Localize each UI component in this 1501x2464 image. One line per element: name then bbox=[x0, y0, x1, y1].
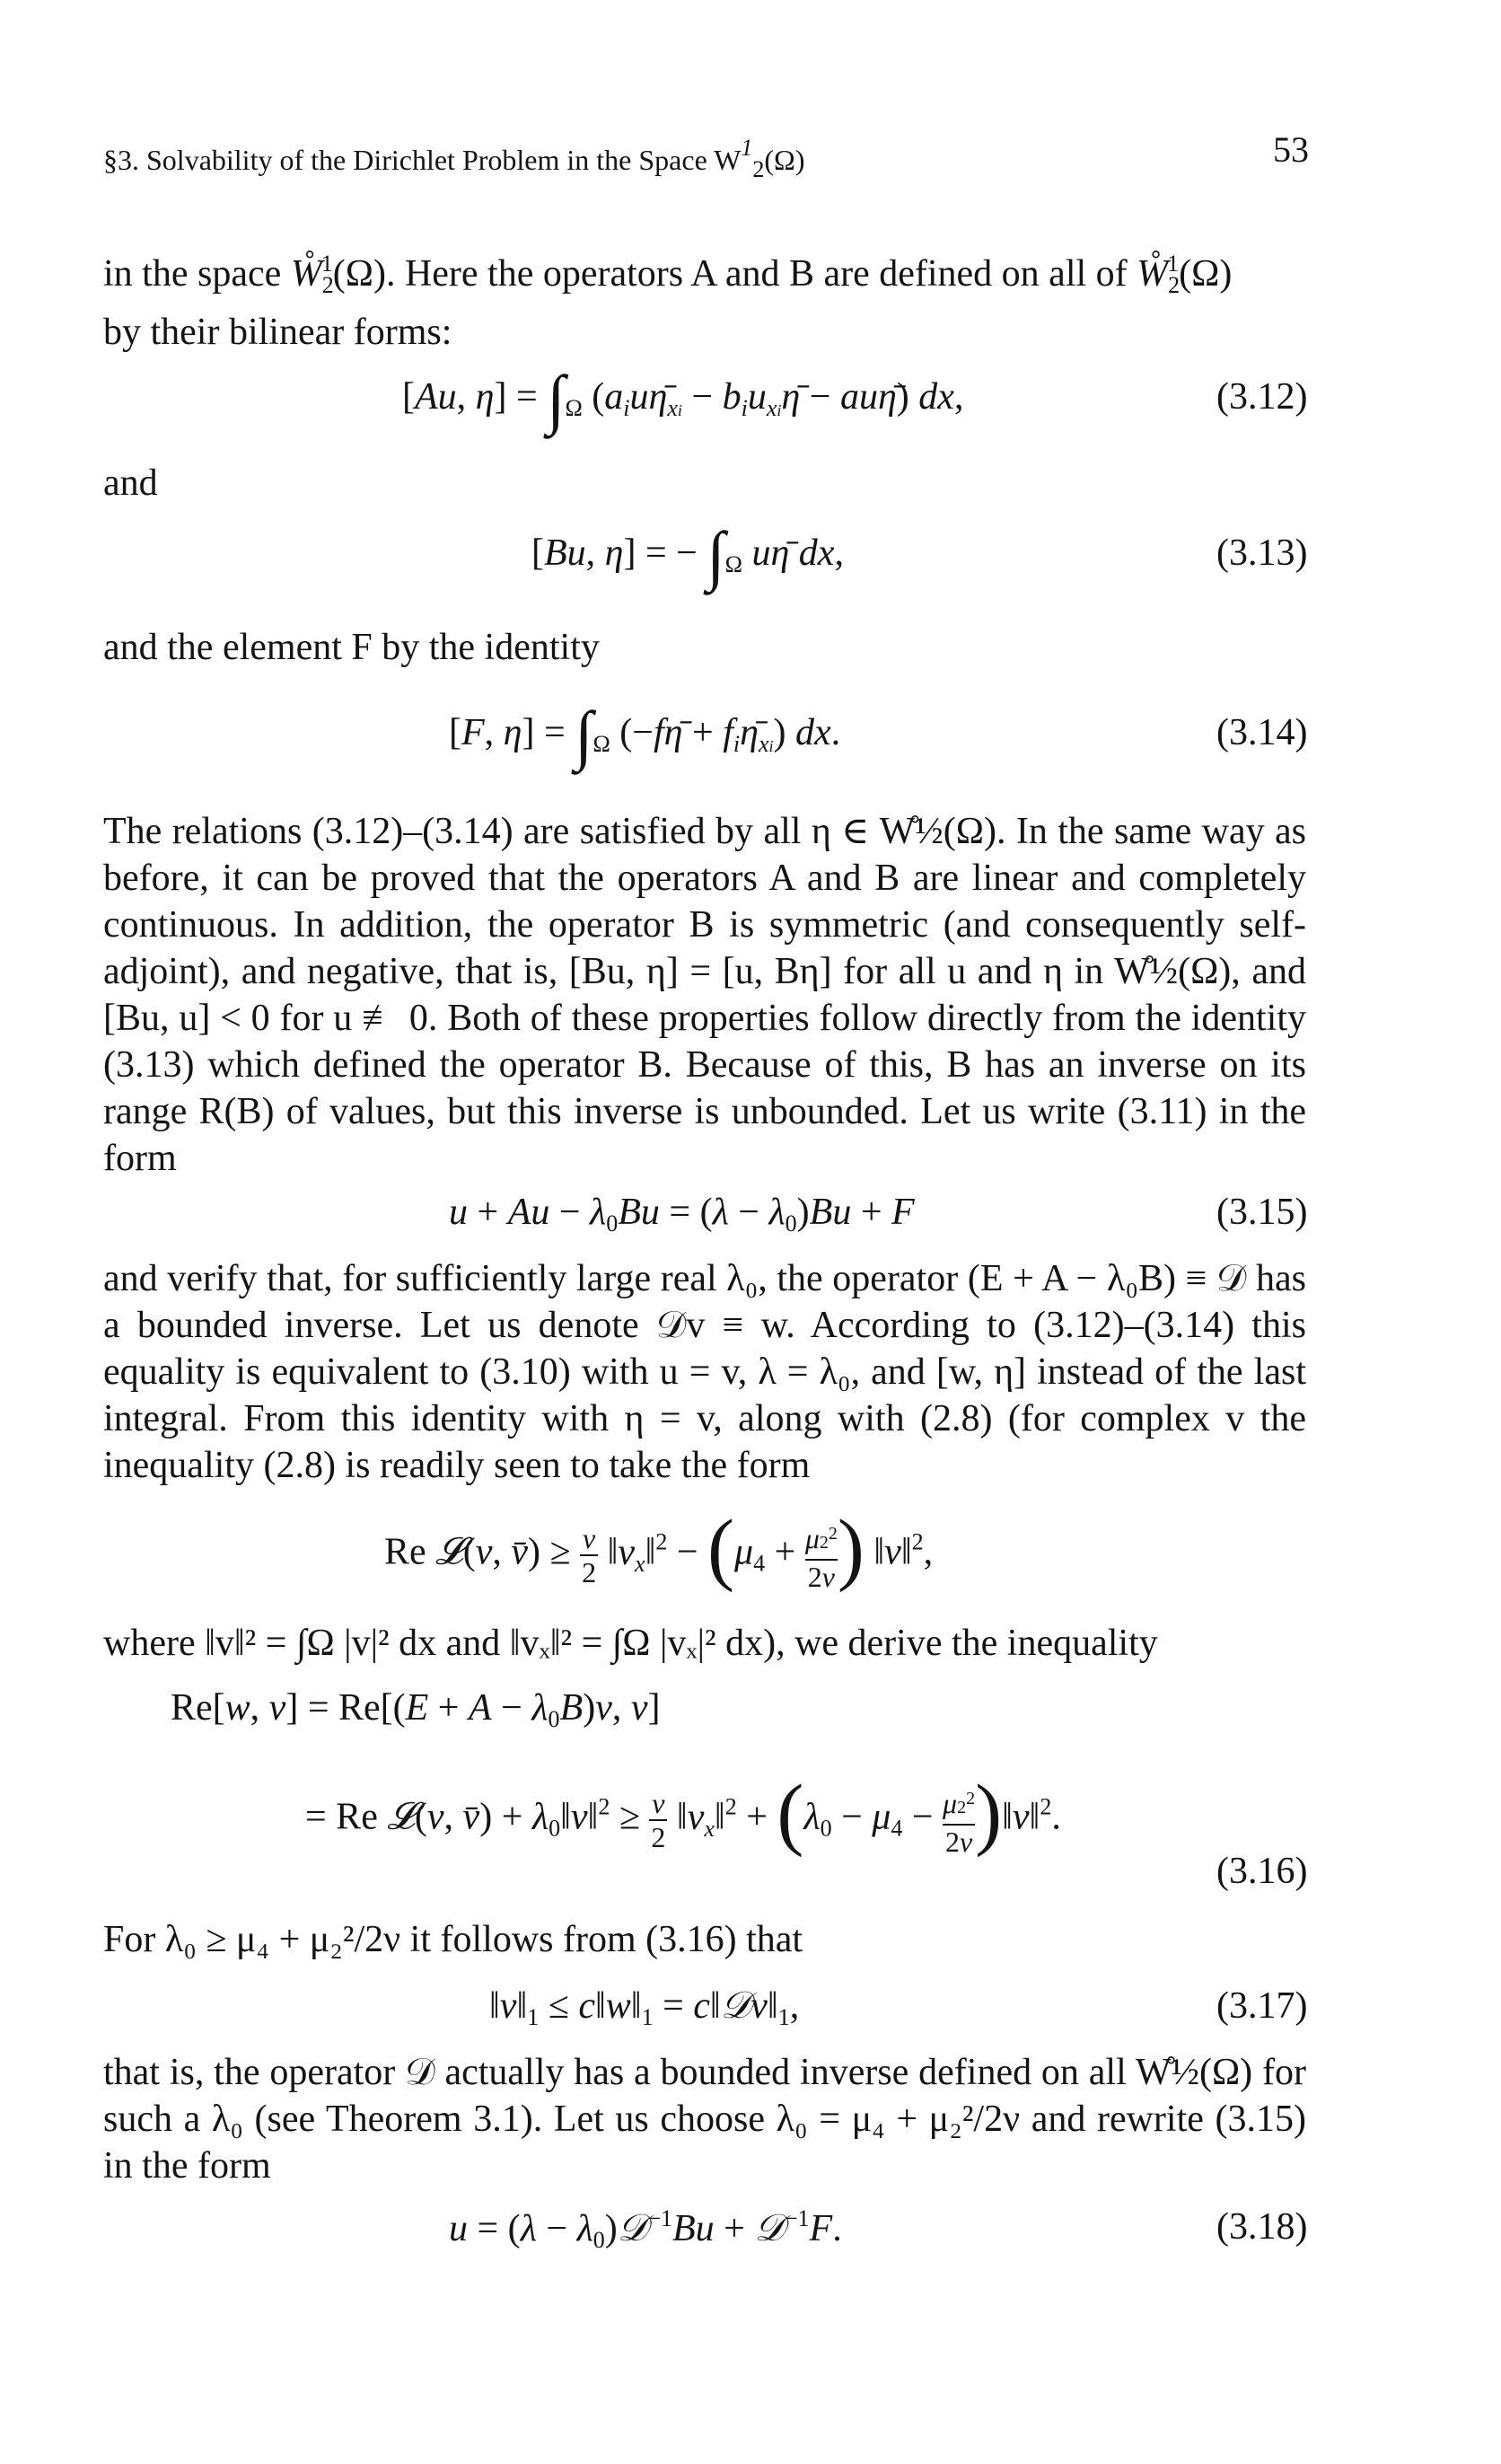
equation-3-18: $u = (\lambda - \lambda_0)𝒟^{-1}Bu$ + 𝒟$^{-1}$F. bbox=[449, 2205, 842, 2253]
equation-re-l-inequality: Re 𝓛(v, v̄) ≥ $\frac{\nu}{2}$ $‖v_x‖^2 - (\mu_4$ + $\frac{\mu 2^2}{2\nu}$ ) ‖v‖$^2$, bbox=[384, 1503, 934, 1593]
equation-3-14: [F, $\eta] = \int_\Omega$ (−fη̄ + $f_i\etā_{xi}$) dx. bbox=[449, 699, 841, 772]
equation-3-13: [Bu, η] = − $\int_\Omega$ uη̄ dx, bbox=[531, 519, 844, 593]
equation-number-3-18: (3.18) bbox=[1216, 2206, 1308, 2248]
equation-3-16-line2: = Re 𝓛(v, v̄) + $\lambda_0‖v‖^2$ ≥ $\frac{\nu}{2}$ $‖v_x‖^2 + (\lambda_0 - \mu_4$ − $\frac{\mu 2^2}{2\nu}$ )‖v‖$^2$. bbox=[305, 1768, 1061, 1858]
paragraph-for-lambda: For λ₀ ≥ μ₄ + μ₂²/2ν it follows from (3.16) that bbox=[103, 1919, 803, 1960]
equation-number-3-16: (3.16) bbox=[1216, 1851, 1308, 1892]
equation-3-12: [Au, $\eta] = \int_\Omega$ ($a_iu\etā_{xi}$ − $b_iu_{xi}\etā$ − auη̄) dx, bbox=[402, 363, 964, 436]
paragraph-where: where ‖v‖² = ∫Ω |v|² dx and ‖vₓ‖² = ∫Ω |vₓ|² dx), we derive the inequality bbox=[103, 1623, 1158, 1664]
equation-number-3-17: (3.17) bbox=[1216, 1985, 1308, 2027]
equation-number-3-15: (3.15) bbox=[1216, 1192, 1308, 1233]
equation-number-3-14: (3.14) bbox=[1216, 712, 1308, 753]
running-header: §3. Solvability of the Dirichlet Problem in the Space $W^1_2(\Omega)$ bbox=[103, 135, 805, 182]
equation-3-17: $‖v‖_1$ ≤ $c‖w‖_1$ = $c‖𝒟v‖_1$, bbox=[489, 1985, 800, 2030]
page-number: 53 bbox=[1273, 129, 1309, 170]
paragraph-intro: in the space $W̊_2^1(\Omega)$. Here the operators A and B are defined on all of $W̊_2^1(\Omega)$ by their bilinear forms: bbox=[103, 251, 1233, 353]
paragraph-that-is: that is, the operator 𝒟 actually has a bounded inverse defined on all W̊½(Ω) for such a λ₀ (see Theorem 3.1). Let us choose λ₀ = μ₄ + μ₂²/2ν and rewrite (3.15) in the form bbox=[103, 2052, 1306, 2187]
paragraph-element-f: and the element F by the identity bbox=[103, 627, 600, 668]
equation-number-3-12: (3.12) bbox=[1216, 376, 1308, 418]
equation-3-16-line1: Re[w, $v] = Re[(E + A - \lambda_0B)v$, v] bbox=[171, 1687, 661, 1732]
paragraph-relations: The relations (3.12)–(3.14) are satisfied by all η ∈ W̊½(Ω). In the same way as before, it can be proved that the operators A and B are linear and completely continuous. In addition, the operator B is symmetric (and consequently self-adjoint), and negative, that is, [Bu, η] = [u, Bη] for all u and η in W̊½(Ω), and [Bu, u] < 0 for u ≢ 0. Both of these properties follow directly from the identity (3.13) which defined the operator B. Because of this, B has an inverse on its range R(B) of values, but this inverse is unbounded. Let us write (3.11) in the form bbox=[103, 811, 1306, 1179]
equation-3-15: $u + Au - \lambda_0Bu = (\lambda - \lambda_0)Bu + F$ bbox=[449, 1192, 915, 1236]
connector-and: and bbox=[103, 462, 158, 504]
equation-number-3-13: (3.13) bbox=[1216, 532, 1308, 574]
paragraph-verify: and verify that, for sufficiently large real λ₀, the operator (E + A − λ₀B) ≡ 𝒟 has a bounded inverse. Let us denote 𝒟v ≡ w. According to (3.12)–(3.14) this equality is equivalent to (3.10) with u = v, λ = λ₀, and [w, η] instead of the last integral. From this identity with η = v, along with (2.8) (for complex v the inequality (2.8) is readily seen to take the form bbox=[103, 1258, 1306, 1486]
